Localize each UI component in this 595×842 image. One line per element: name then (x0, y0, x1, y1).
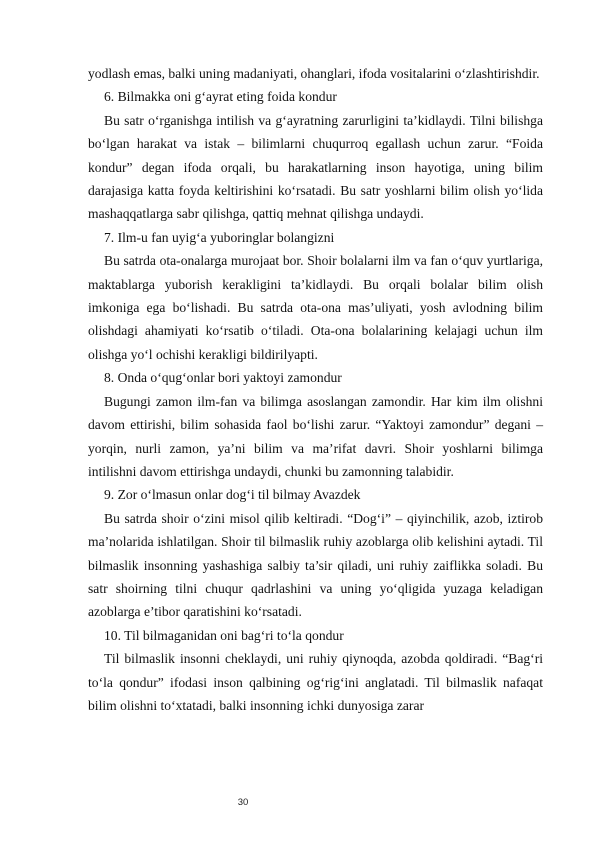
paragraph-section-10: Til bilmaslik insonni cheklaydi, uni ruhiy qiynoqda, azobda qoldiradi. “Bag‘ri to‘la qondur” ifodasi inson qalbining og‘rig‘ini anglatadi. Til bilmaslik nafaqat bilim olishni to‘xtatadi, balki insonning ichki dunyosiga zarar (88, 651, 543, 713)
section-heading-10: 10. Til bilmaganidan oni bag‘ri to‘la qondur (104, 627, 344, 643)
section-heading-8: 8. Onda o‘qug‘onlar bori yaktoyi zamondur (104, 370, 342, 386)
section-heading-9: 9. Zor o‘lmasun onlar dog‘i til bilmay Avazdek (104, 487, 361, 503)
paragraph-section-6: Bu satr o‘rganishga intilish va g‘ayratning zarurligini ta’kidlaydi. Tilni bilishga bo‘lgan harakat va istak – bilimlarni chuqurroq egallash uchun zarur. “Foida kondur” degan ifoda orqali, bu harakatlarning inson hayotiga, uning bilim darajasiga katta foyda keltirishini ko‘rsatadi. Bu satr yoshlarni bilim olish yo‘lida mashaqqatlarga sabr qilishga, qattiq mehnat qilishga undaydi. (88, 112, 543, 222)
section-heading-6: 6. Bilmakka oni g‘ayrat eting foida kondur (104, 89, 337, 105)
document-page (88, 62, 543, 717)
paragraph-section-9: Bu satrda shoir o‘zini misol qilib keltiradi. “Dog‘i” – qiyinchilik, azob, iztirob ma’nolarida ishlatilgan. Shoir til bilmaslik ruhiy azoblarga olib kelishini aytadi. Til bilmaslik insonning yashashiga salbiy ta’sir qiladi, uni ruhiy zaiflikka soladi. Bu satr shoirning tilni chuqur qadrlashini va uning yo‘qligida yuzaga keladigan azoblarga e’tibor qaratishini ko‘rsatadi. (88, 510, 543, 620)
paragraph-continuation: yodlash emas, balki uning madaniyati, ohanglari, ifoda vositalarini o‘zlashtirishdir. (88, 66, 540, 81)
section-heading-7: 7. Ilm-u fan uyig‘a yuboringlar bolangizni (104, 229, 335, 245)
paragraph-section-7: Bu satrda ota-onalarga murojaat bor. Shoir bolalarni ilm va fan o‘quv yurtlariga, maktablarga yuborish kerakligini ta’kidlaydi. Bu orqali bolalar bilim olish imkoniga ega bo‘lishadi. Bu satrda ota-ona mas’uliyati, yosh avlodning bilim olishdagi ahamiyati ko‘rsatib o‘tiladi. Ota-ona bolalarining kelajagi uchun ilm olishga yo‘l ochishi kerakligi bildirilyapti. (88, 253, 543, 362)
page-number: 30 (237, 797, 249, 808)
paragraph-section-8: Bugungi zamon ilm-fan va bilimga asoslangan zamondir. Har kim ilm olishni davom ettirishi, bilim sohasida faol bo‘lishi zarur. “Yaktoyi zamondur” degani – yorqin, nurli zamon, ya’ni bilim va ma’rifat davri. Shoir yoshlarni bilimga intilishni davom ettirishga undaydi, chunki bu zamonning talabidir. (88, 393, 543, 479)
